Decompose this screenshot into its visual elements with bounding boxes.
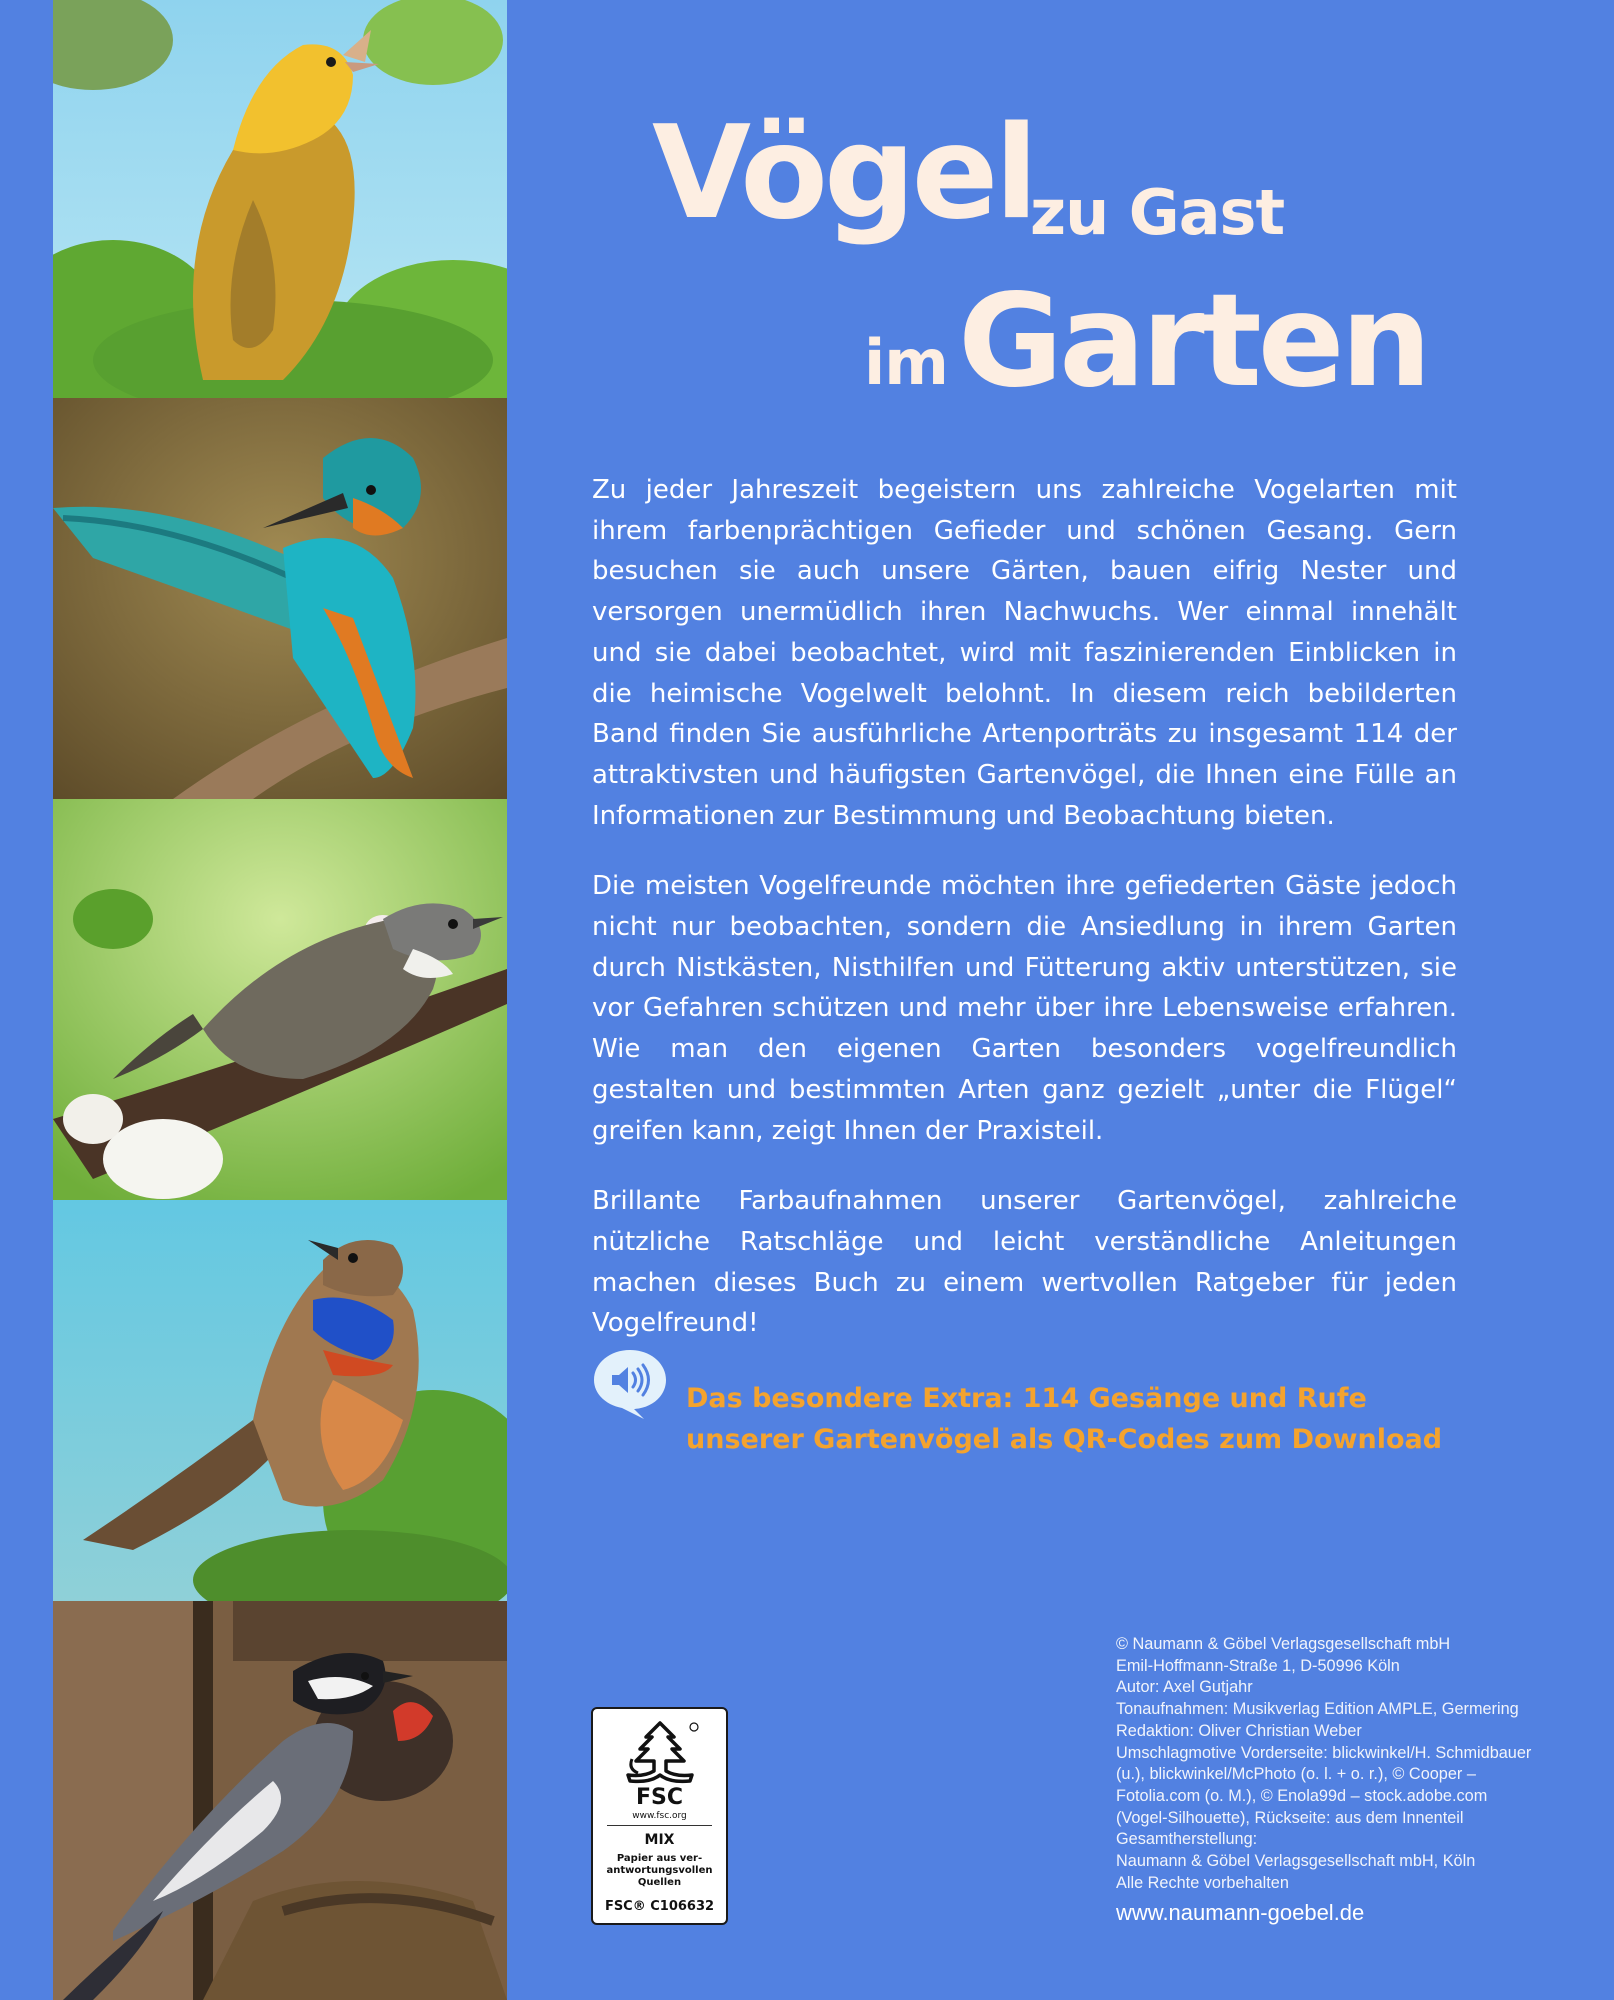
imprint-line: Fotolia.com (o. M.), © Enola99d – stock.adobe.com — [1116, 1786, 1488, 1805]
fsc-divider — [607, 1825, 712, 1826]
fsc-mix: MIX — [644, 1832, 675, 1848]
photo-white-wagtail — [53, 1601, 507, 2000]
fsc-url: www.fsc.org — [632, 1811, 687, 1821]
description-paragraph-1: Zu jeder Jahreszeit begeistern uns zahlreiche Vogelarten mit ihrem farbenprächtigen Gefieder und schönen Gesang. Gern besuchen sie auch unsere Gärten, bauen eifrig Nester und versorgen unermüdlich ihren Nachwuchs. Wer einmal innehält und sie dabei beobachtet, wird mit faszinierenden Einblicken in die heimische Vogelwelt belohnt. In diesem reich bebilderten Band finden Sie ausführliche Artenporträts zu insgesamt 114 der attraktivsten und häufigsten Gartenvögel, die Ihnen eine Fülle an Informationen zur Bestimmung und Beobachtung bieten. — [592, 475, 1457, 831]
publisher-website: www.naumann-goebel.de — [1116, 1900, 1365, 1926]
photo-yellowhammer — [53, 0, 507, 398]
title-word-im: im — [864, 326, 948, 399]
audio-extra-callout — [592, 1348, 1457, 1468]
description-paragraph-2: Die meisten Vogelfreunde möchten ihre gefiederten Gäste jedoch nicht nur beobachten, sondern die Ansiedlung in ihrem Garten durch Nistkästen, Nisthilfen und Fütterung aktiv unterstützen, sie vor Gefahren schützen und mehr über ihre Lebensweise erfahren. Wie man den eigenen Garten besonders vogelfreundlich gestalten und bestimmten Arten ganz gezielt „unter die Flügel“ greifen kann, zeigt Ihnen der Praxisteil. — [592, 871, 1457, 1146]
extra-text — [686, 1378, 1446, 1460]
imprint-line: Naumann & Göbel Verlagsgesellschaft mbH, Köln — [1116, 1852, 1476, 1871]
bird-photo-strip — [53, 0, 507, 2000]
title-word-voegel: Vögel — [652, 99, 1035, 248]
imprint-line: (Vogel-Silhouette), Rückseite: aus dem Innenteil — [1116, 1808, 1464, 1827]
imprint-line: Emil-Hoffmann-Straße 1, D-50996 Köln — [1116, 1656, 1400, 1675]
description-text — [592, 470, 1457, 1374]
imprint — [1116, 1634, 1576, 1926]
fsc-description: Papier aus verantwortungsvollen Quellen — [606, 1853, 713, 1888]
imprint-line: © Naumann & Göbel Verlagsgesellschaft mbH — [1116, 1635, 1451, 1653]
bluethroat-image — [53, 1200, 507, 1601]
imprint-line: Gesamtherstellung: — [1116, 1830, 1258, 1849]
speaker-icon — [592, 1348, 668, 1420]
fsc-code: FSC® C106632 — [604, 1899, 715, 1914]
title-word-garten: Garten — [958, 267, 1428, 416]
fsc-label — [591, 1707, 728, 1925]
extra-line-1: Das besondere Extra: 114 Gesänge und Rufe — [686, 1383, 1367, 1414]
description-paragraph-3: Brillante Farbaufnahmen unserer Gartenvögel, zahlreiche nützliche Ratschläge und leicht verständliche Anleitungen machen dieses Buch zu einem wertvollen Ratgeber für jeden Vogelfreund! — [592, 1186, 1457, 1339]
kingfisher-image — [53, 398, 507, 799]
imprint-line: Tonaufnahmen: Musikverlag Edition AMPLE, Germering — [1116, 1700, 1519, 1719]
whitethroat-image — [53, 799, 507, 1200]
imprint-line: Umschlagmotive Vorderseite: blickwinkel/H. Schmidbauer — [1116, 1743, 1532, 1762]
imprint-line: (u.), blickwinkel/McPhoto (o. l. + o. r.), © Cooper – — [1116, 1765, 1476, 1784]
photo-bluethroat — [53, 1200, 507, 1601]
white-wagtail-image — [53, 1601, 507, 2000]
yellowhammer-image — [53, 0, 507, 398]
photo-kingfisher — [53, 398, 507, 799]
fsc-tree-icon — [618, 1719, 702, 1789]
imprint-line: Alle Rechte vorbehalten — [1116, 1873, 1289, 1892]
book-title — [650, 99, 1450, 416]
title-word-zu-gast: zu Gast — [1030, 176, 1285, 249]
extra-line-2: unserer Gartenvögel als QR-Codes zum Download — [686, 1424, 1443, 1455]
imprint-line: Autor: Axel Gutjahr — [1116, 1678, 1253, 1697]
imprint-line: Redaktion: Oliver Christian Weber — [1116, 1721, 1362, 1740]
fsc-name: FSC — [635, 1785, 684, 1810]
photo-whitethroat — [53, 799, 507, 1200]
